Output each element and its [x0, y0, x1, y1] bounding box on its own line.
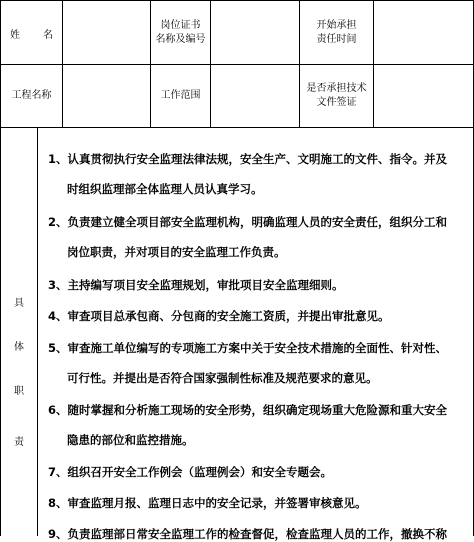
duties-side-char-2: 体 [14, 342, 24, 353]
start-time-label [300, 1, 373, 64]
duty-item-2-text: 负责建立健全项目部安全监理机构，明确监理人员的安全责任，组织分工和 [67, 215, 448, 229]
duty-item-6-cont: 隐患的部位和监控措施。 [67, 433, 194, 447]
duty-item-2-cont: 岗位职责，并对项目的安全监理工作负责。 [67, 245, 286, 259]
duty-item-8: 8、审查监理月报、监理日志中的安全记录，并签署审核意见。 [48, 496, 367, 510]
duty-item-1-cont: 时组织监理部全体监理人员认真学习。 [67, 182, 263, 196]
tech-visa-label-line2: 文件签证 [316, 97, 357, 108]
duty-item-9: 9、负责监理部日常安全监理工作的检查督促，检查监理人员的工作，撤换不称 [48, 527, 448, 541]
duty-item-5-text: 审查施工单位编写的专项施工方案中关于安全技术措施的全面性、针对性、 [67, 341, 448, 355]
cert-value-cell[interactable] [211, 1, 299, 64]
cert-label-line2: 名称及编号 [155, 33, 206, 45]
duty-item-6-text: 随时掌握和分析施工现场的安全形势，组织确定现场重大危险源和重大安全 [67, 403, 448, 417]
project-name-value-cell[interactable] [63, 65, 150, 127]
project-name-label: 工程名称 [11, 90, 52, 101]
duty-item-5: 5、审查施工单位编写的专项施工方案中关于安全技术措施的全面性、针对性、 [48, 341, 448, 355]
cert-label-line1: 岗位证书 [160, 19, 201, 31]
name-value-cell[interactable] [63, 1, 150, 64]
name-label-char-2: 名 [43, 30, 53, 41]
duty-item-3-text: 主持编写项目安全监理规划，审批项目安全监理细则。 [67, 278, 344, 292]
duty-item-7-text: 组织召开安全工作例会（监理例会）和安全专题会。 [67, 465, 333, 479]
duty-item-7: 7、组织召开安全工作例会（监理例会）和安全专题会。 [48, 465, 333, 479]
duty-item-1-text: 认真贯彻执行安全监理法律法规，安全生产、文明施工的文件、指令。并及 [67, 152, 448, 166]
cert-label [151, 1, 210, 64]
duty-item-1: 1、认真贯彻执行安全监理法律法规，安全生产、文明施工的文件、指令。并及 [48, 152, 448, 166]
duty-item-2: 2、负责建立健全项目部安全监理机构，明确监理人员的安全责任，组织分工和 [48, 215, 448, 229]
duty-item-4-text: 审查项目总承包商、分包商的安全施工资质，并提出审批意见。 [67, 309, 390, 323]
duty-item-4: 4、审查项目总承包商、分包商的安全施工资质，并提出审批意见。 [48, 309, 390, 323]
duty-item-9-text: 负责监理部日常安全监理工作的检查督促，检查监理人员的工作，撤换不称 [67, 527, 448, 541]
duties-side-divider [37, 127, 38, 536]
duty-item-6: 6、随时掌握和分析施工现场的安全形势，组织确定现场重大危险源和重大安全 [48, 403, 448, 417]
duties-side-char-3: 职 [14, 386, 24, 397]
duty-item-3: 3、主持编写项目安全监理规划，审批项目安全监理细则。 [48, 278, 344, 292]
name-label-char-1: 姓 [10, 30, 20, 41]
duties-side-char-1: 具 [14, 298, 24, 309]
tech-visa-label [300, 65, 373, 127]
start-time-label-line2: 责任时间 [316, 33, 357, 45]
duty-item-8-text: 审查监理月报、监理日志中的安全记录，并签署审核意见。 [67, 496, 367, 510]
tech-visa-label-line1: 是否承担技术 [306, 83, 367, 94]
work-scope-label: 工作范围 [160, 90, 201, 101]
row-divider-2 [0, 127, 474, 128]
start-time-value-cell[interactable] [374, 1, 473, 64]
duties-side-char-4: 责 [14, 437, 24, 448]
work-scope-value-cell[interactable] [211, 65, 299, 127]
start-time-label-line1: 开始承担 [316, 19, 357, 31]
duty-item-5-cont: 可行性。并提出是否符合国家强制性标准及规范要求的意见。 [67, 371, 378, 385]
tech-visa-value-cell[interactable] [374, 65, 473, 127]
